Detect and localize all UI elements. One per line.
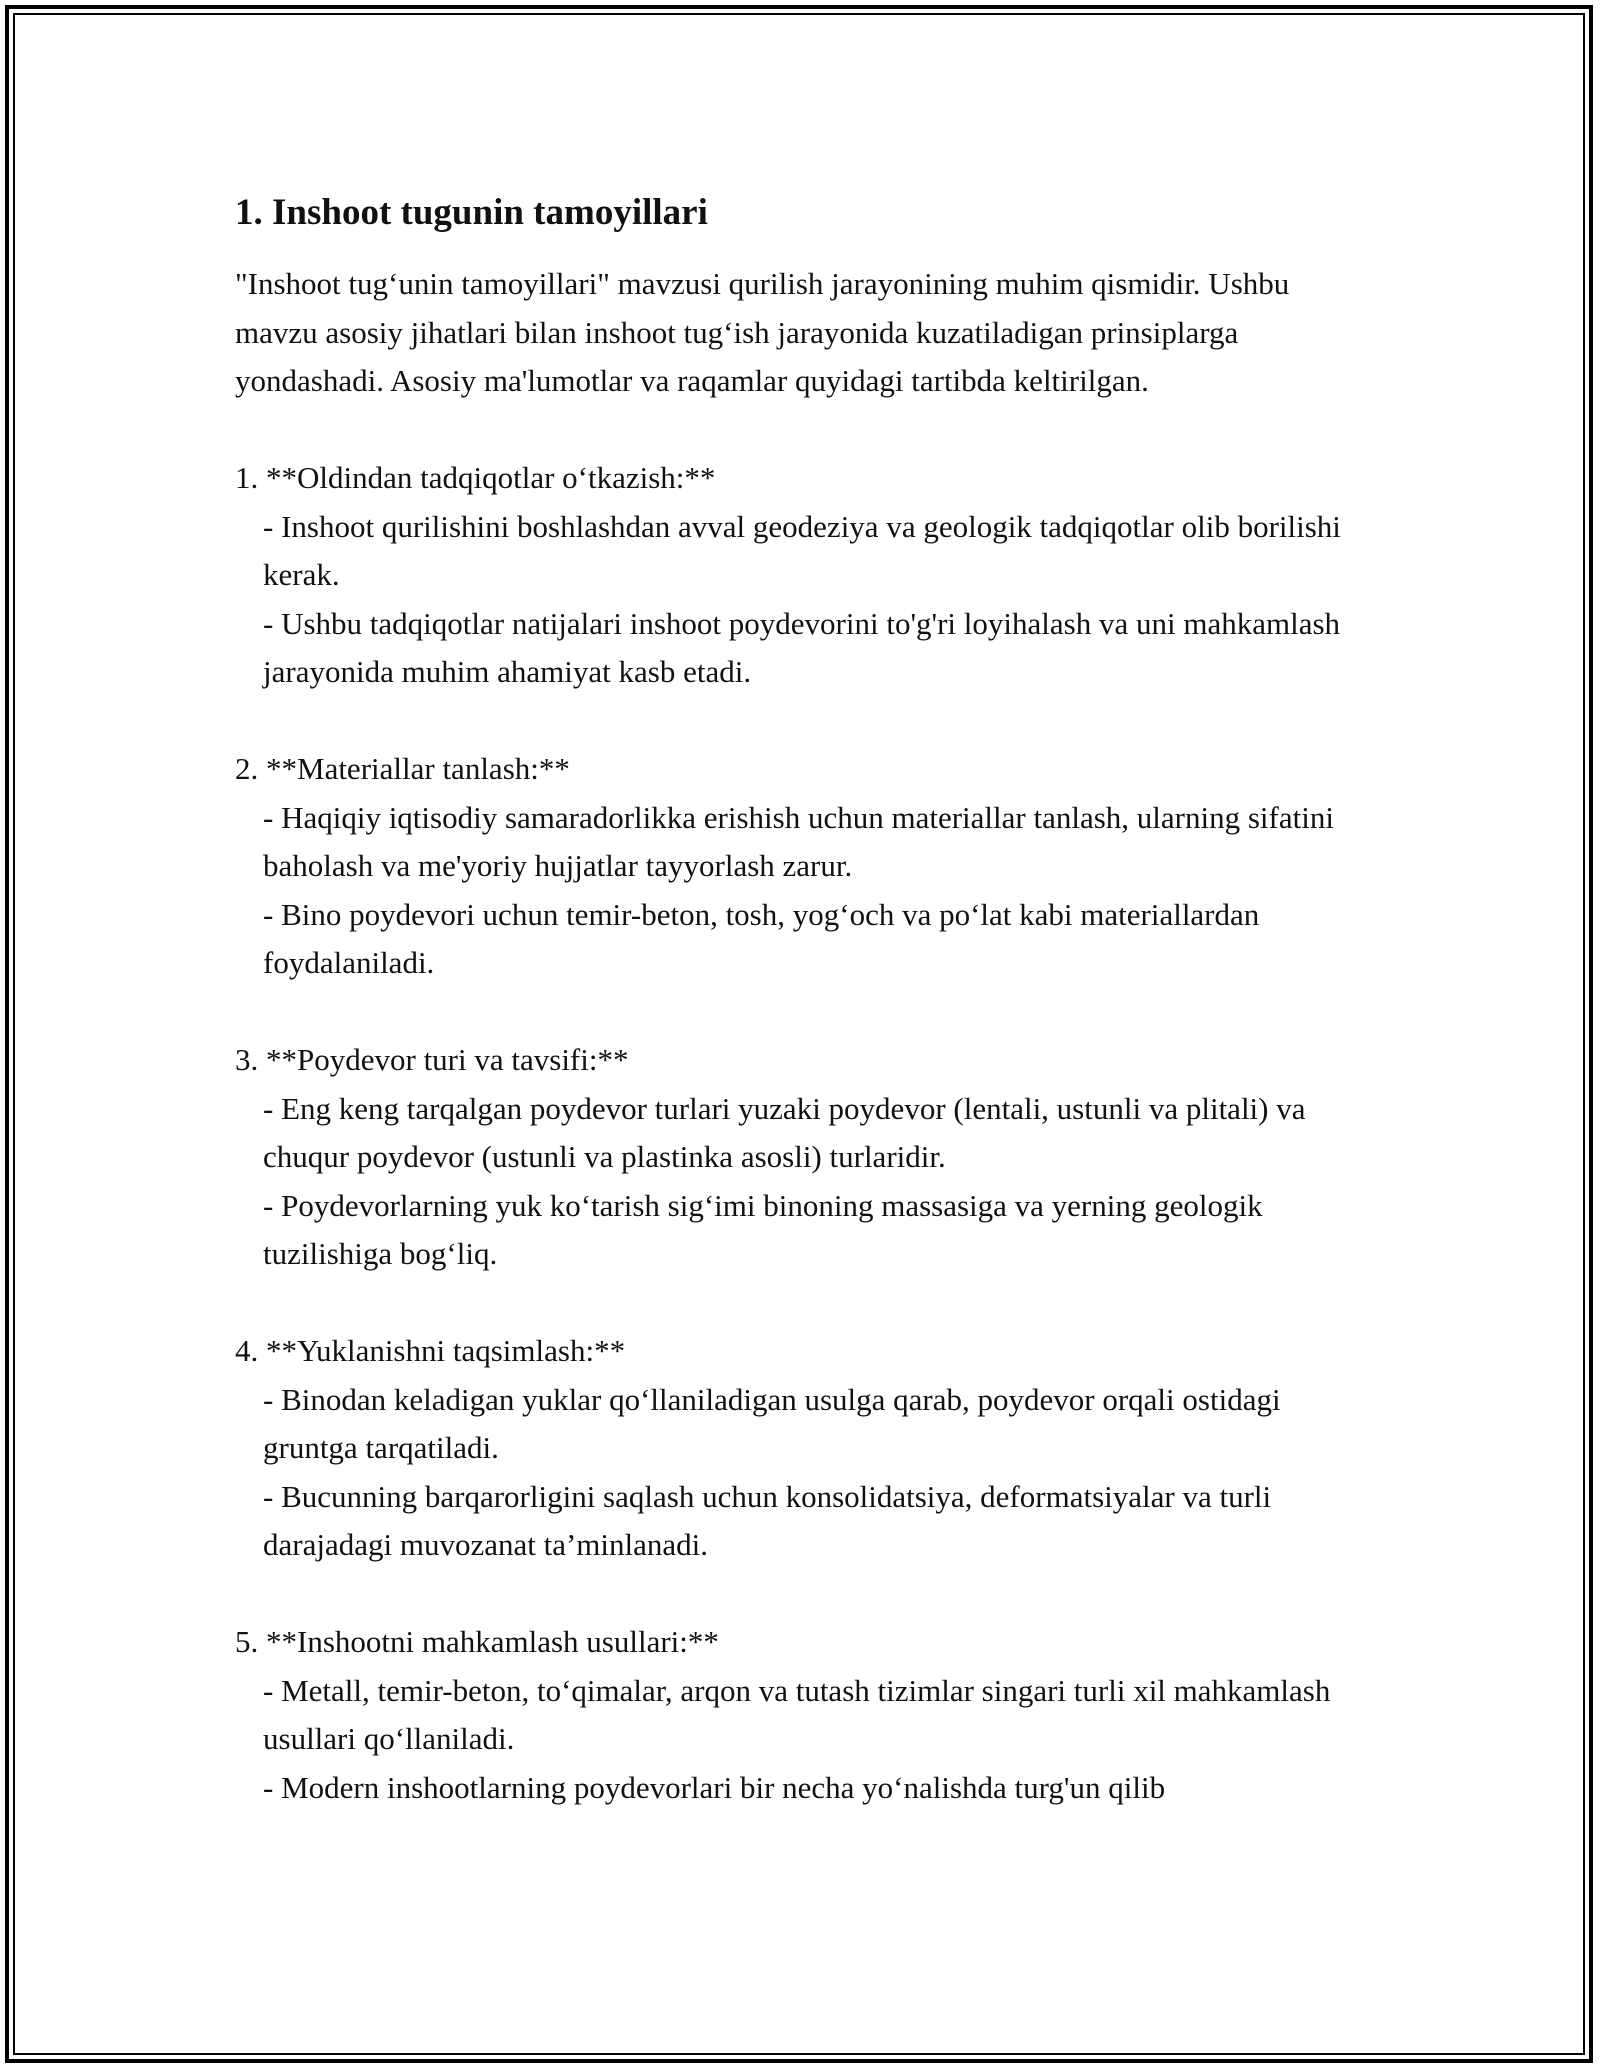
bullet-item — [235, 1182, 1365, 1279]
bullet-item — [235, 1085, 1365, 1182]
section-4 — [235, 1327, 1365, 1570]
section-heading: 4. **Yuklanishni taqsimlash:** — [235, 1333, 626, 1368]
bullet-text: - Modern inshootlarning poydevorlari bir necha yo‘nalishda turg'un qilib — [263, 1769, 1166, 1805]
bullet-item — [235, 600, 1365, 697]
bullet-text: - Eng keng tarqalgan poydevor turlari yuzaki poydevor (lentali, ustunli va plitali) va chuqur poydevor (ustunli va plastinka asosli) turlaridir. — [263, 1090, 1306, 1174]
bullet-item — [235, 794, 1365, 891]
bullet-item — [235, 1473, 1365, 1570]
document-title: 1. Inshoot tugunin tamoyillari — [235, 192, 708, 233]
bullet-text: - Poydevorlarning yuk ko‘tarish sig‘imi binoning massasiga va yerning geologik tuzilishiga bog‘liq. — [263, 1187, 1263, 1271]
section-heading: 1. **Oldindan tadqiqotlar o‘tkazish:** — [235, 460, 716, 495]
intro-paragraph: "Inshoot tug‘unin tamoyillari" mavzusi qurilish jarayonining muhim qismidir. Ushbu mavzu asosiy jihatlari bilan inshoot tug‘ish jarayonida kuzatiladigan prinsiplarga yondashadi. Asosiy ma'lumotlar va raqamlar quyidagi tartibda keltirilgan. — [235, 266, 1290, 398]
section-5 — [235, 1618, 1365, 1812]
document-body — [235, 188, 1365, 1812]
bullet-text: - Haqiqiy iqtisodiy samaradorlikka erishish uchun materiallar tanlash, ularning sifatini baholash va me'yoriy hujjatlar tayyorlash zarur. — [263, 799, 1334, 883]
bullet-text: - Ushbu tadqiqotlar natijalari inshoot poydevorini to'g'ri loyihalash va uni mahkamlash jarayonida muhim ahamiyat kasb etadi. — [263, 605, 1341, 689]
section-heading: 5. **Inshootni mahkamlash usullari:** — [235, 1624, 719, 1659]
bullet-item — [235, 891, 1365, 988]
section-heading: 2. **Materiallar tanlash:** — [235, 751, 570, 786]
section-1 — [235, 454, 1365, 697]
bullet-text: - Bucunning barqarorligini saqlash uchun konsolidatsiya, deformatsiyalar va turli darajadagi muvozanat ta’minlanadi. — [263, 1478, 1272, 1562]
bullet-text: - Bino poydevori uchun temir-beton, tosh, yog‘och va po‘lat kabi materiallardan foydalaniladi. — [263, 896, 1260, 980]
bullet-text: - Metall, temir-beton, to‘qimalar, arqon va tutash tizimlar singari turli xil mahkamlash usullari qo‘llaniladi. — [263, 1672, 1331, 1756]
bullet-item — [235, 1764, 1365, 1813]
section-2 — [235, 745, 1365, 988]
section-3 — [235, 1036, 1365, 1279]
bullet-item — [235, 1667, 1365, 1764]
section-heading: 3. **Poydevor turi va tavsifi:** — [235, 1042, 629, 1077]
bullet-item — [235, 503, 1365, 600]
bullet-text: - Inshoot qurilishini boshlashdan avval geodeziya va geologik tadqiqotlar olib borilishi kerak. — [263, 508, 1341, 592]
bullet-item — [235, 1376, 1365, 1473]
bullet-text: - Binodan keladigan yuklar qo‘llaniladigan usulga qarab, poydevor orqali ostidagi gruntga tarqatiladi. — [263, 1381, 1281, 1465]
